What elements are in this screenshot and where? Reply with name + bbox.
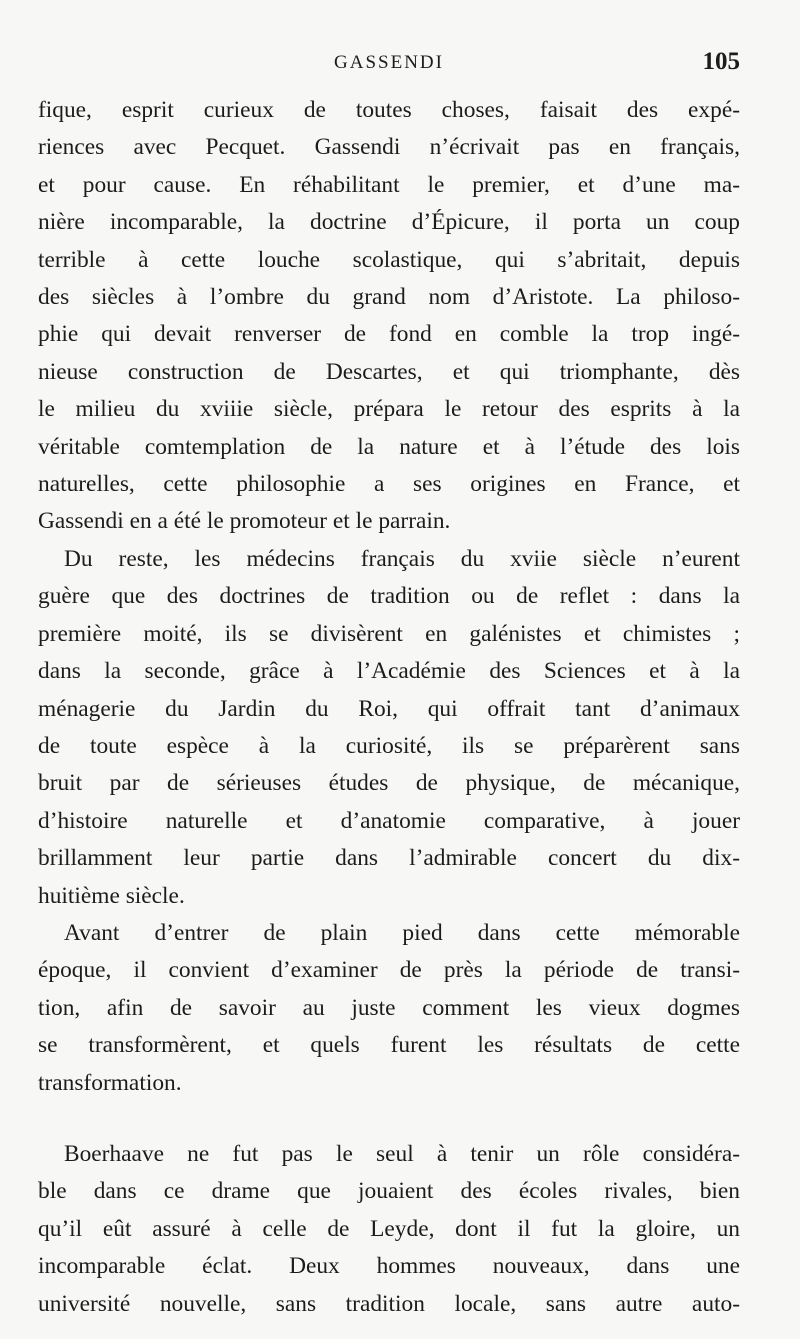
- page-header: [38, 48, 740, 80]
- text-line: véritable comtemplation de la nature et à l’étude des lois: [38, 433, 740, 460]
- text-line: huitième siècle.: [38, 882, 185, 909]
- text-line: de toute espèce à la curiosité, ils se préparèrent sans: [38, 732, 740, 759]
- text-line: nieuse construction de Descartes, et qui triomphante, dès: [38, 358, 740, 385]
- text-line: tion, afin de savoir au juste comment les vieux dogmes: [38, 994, 740, 1021]
- text-line: incomparable éclat. Deux hommes nouveaux, dans une: [38, 1253, 740, 1280]
- text-line: terrible à cette louche scolastique, qui s’abritait, depuis: [38, 246, 740, 273]
- text-line: Avant d’entrer de plain pied dans cette mémorable: [64, 919, 740, 946]
- text-line: première moité, ils se divisèrent en galénistes et chimistes ;: [38, 620, 740, 647]
- section-break: [38, 1102, 740, 1136]
- text-line: bruit par de sérieuses études de physique, de mécanique,: [38, 770, 740, 797]
- text-line: ménagerie du Jardin du Roi, qui offrait tant d’animaux: [38, 695, 740, 722]
- text-line: guère que des doctrines de tradition ou de reflet : dans la: [38, 583, 740, 610]
- text-line: phie qui devait renverser de fond en comble la trop ingé-: [38, 321, 740, 348]
- text-line: des siècles à l’ombre du grand nom d’Aristote. La philoso-: [38, 284, 740, 311]
- text-line: Boerhaave ne fut pas le seul à tenir un rôle considéra-: [64, 1140, 740, 1167]
- text-line: époque, il convient d’examiner de près la période de transi-: [38, 957, 740, 984]
- text-line: nière incomparable, la doctrine d’Épicure, il porta un coup: [38, 209, 740, 236]
- body-text: [38, 92, 740, 1323]
- text-line: fique, esprit curieux de toutes choses, faisait des expé-: [38, 97, 740, 123]
- text-line: ble dans ce drame que jouaient des écoles rivales, bien: [38, 1178, 740, 1205]
- text-line: d’histoire naturelle et d’anatomie comparative, à jouer: [38, 807, 740, 834]
- text-line: le milieu du xviiie siècle, prépara le retour des esprits à la: [38, 396, 740, 423]
- text-line: riences avec Pecquet. Gassendi n’écrivait pas en français,: [38, 134, 740, 161]
- page-number: 105: [702, 48, 740, 75]
- text-line: naturelles, cette philosophie a ses origines en France, et: [38, 471, 740, 498]
- text-line: Gassendi en a été le promoteur et le parrain.: [38, 508, 451, 535]
- text-line: brillamment leur partie dans l’admirable concert du dix-: [38, 845, 740, 872]
- text-line: qu’il eût assuré à celle de Leyde, dont il fut la gloire, un: [38, 1215, 740, 1242]
- text-line: se transformèrent, et quels furent les résultats de cette: [38, 1032, 740, 1059]
- paragraph-1: [38, 92, 740, 541]
- running-head: GASSENDI: [334, 52, 444, 73]
- text-line: dans la seconde, grâce à l’Académie des Sciences et à la: [38, 658, 740, 685]
- paragraph-4: [38, 1136, 740, 1323]
- paragraph-2: [38, 541, 740, 915]
- paragraph-3: [38, 915, 740, 1102]
- text-line: et pour cause. En réhabilitant le premier, et d’une ma-: [38, 171, 740, 198]
- text-line: université nouvelle, sans tradition locale, sans autre auto-: [38, 1290, 740, 1317]
- text-line: transformation.: [38, 1069, 182, 1096]
- text-line: Du reste, les médecins français du xviie siècle n’eurent: [64, 545, 740, 572]
